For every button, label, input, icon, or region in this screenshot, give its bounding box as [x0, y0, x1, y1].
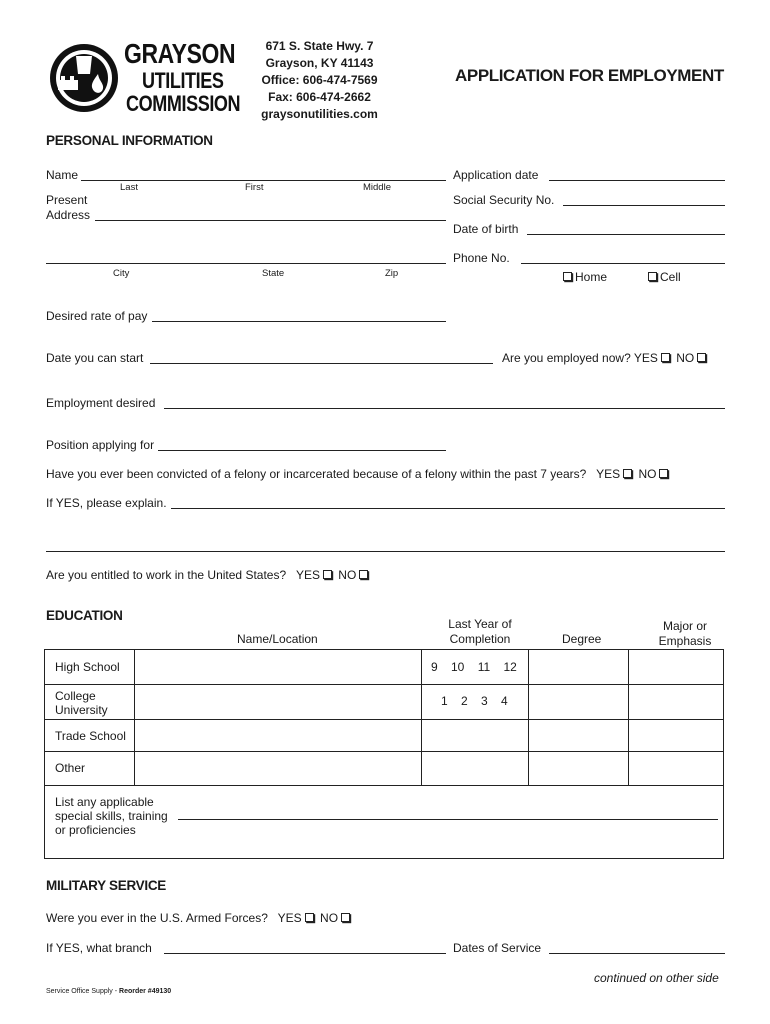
- present-label: Present: [46, 193, 88, 207]
- zip-label: Zip: [385, 268, 399, 279]
- employed-now-label: Are you employed now? YES: [502, 351, 658, 365]
- row-trade-school-label: Trade School: [55, 729, 126, 743]
- fax-number: Fax: 606-474-2662: [268, 90, 371, 104]
- high-school-years[interactable]: 9 10 11 12: [431, 660, 517, 674]
- armed-forces-question: [46, 911, 353, 925]
- phone-field[interactable]: [521, 263, 725, 264]
- felony-question: [46, 467, 671, 481]
- skills-label-line3: or proficiencies: [55, 823, 136, 837]
- address-field[interactable]: [95, 220, 446, 221]
- dob-field[interactable]: [527, 234, 725, 235]
- col-divider: [421, 650, 422, 785]
- start-date-label: Date you can start: [46, 351, 144, 365]
- felony-question-text: Have you ever been convicted of a felony or incarcerated because of a felony within the past 7 years?: [46, 467, 587, 481]
- logo-text-utilities: UTILITIES: [142, 68, 224, 93]
- armed-forces-label: Were you ever in the U.S. Armed Forces?: [46, 911, 268, 925]
- other-name-cell[interactable]: [135, 752, 420, 784]
- reorder-number: Reorder #49130: [119, 988, 172, 995]
- phone-label: Phone No.: [453, 251, 510, 265]
- skills-label-line2: special skills, training: [55, 809, 168, 823]
- trade-school-name-cell[interactable]: [135, 720, 420, 750]
- cell-label: Cell: [660, 270, 681, 284]
- ssn-label: Social Security No.: [453, 193, 555, 207]
- home-label: Home: [575, 270, 608, 284]
- last-name-label: Last: [120, 182, 138, 193]
- skills-label: [55, 795, 168, 837]
- home-phone-option[interactable]: [560, 270, 607, 284]
- employed-now-question: [502, 351, 709, 365]
- employed-yes-checkbox[interactable]: [661, 353, 670, 362]
- col-divider: [628, 650, 629, 785]
- dates-of-service-label: Dates of Service: [453, 941, 542, 955]
- college-label-line2: University: [55, 703, 108, 717]
- desired-pay-label: Desired rate of pay: [46, 309, 148, 323]
- entitled-yes-label: YES: [295, 568, 320, 582]
- supplier-name: Service Office Supply -: [46, 988, 120, 995]
- ssn-field[interactable]: [563, 205, 725, 206]
- dob-label: Date of birth: [453, 222, 519, 236]
- work-entitlement-question: [46, 568, 371, 582]
- explain-field[interactable]: [171, 508, 725, 509]
- row-other-label: Other: [55, 761, 86, 775]
- col-name-location: Name/Location: [237, 632, 318, 646]
- first-name-label: First: [245, 182, 264, 193]
- logo-emblem-icon: [44, 40, 124, 116]
- employed-no-label: NO: [676, 351, 695, 365]
- employed-no-checkbox[interactable]: [697, 353, 706, 362]
- form-title: APPLICATION FOR EMPLOYMENT: [455, 66, 724, 85]
- college-label-line1: College: [55, 689, 96, 703]
- employment-desired-label: Employment desired: [46, 396, 156, 410]
- felony-no-checkbox[interactable]: [659, 469, 668, 478]
- address-line1: 671 S. State Hwy. 7: [265, 39, 374, 53]
- col-major: [640, 619, 730, 649]
- entitled-no-label: NO: [338, 568, 357, 582]
- desired-pay-field[interactable]: [152, 321, 446, 322]
- middle-name-label: Middle: [363, 182, 391, 193]
- education-table: [44, 649, 724, 859]
- city-label: City: [113, 268, 130, 279]
- felony-yes-checkbox[interactable]: [623, 469, 632, 478]
- high-school-name-cell[interactable]: [135, 651, 420, 683]
- col-last-year-line2: Completion: [449, 632, 511, 646]
- col-major-line1: Major or: [662, 619, 707, 633]
- personal-information-heading: PERSONAL INFORMATION: [46, 133, 213, 148]
- website: graysonutilities.com: [261, 107, 378, 121]
- felony-yes-label: YES: [596, 467, 621, 481]
- company-logo: [44, 38, 244, 118]
- logo-text-grayson: GRAYSON: [124, 38, 236, 69]
- address-label: Address: [46, 208, 91, 222]
- row-high-school-label: High School: [55, 660, 120, 674]
- home-checkbox[interactable]: [563, 272, 572, 281]
- col-divider: [528, 650, 529, 785]
- cell-phone-option[interactable]: [645, 270, 681, 284]
- branch-field[interactable]: [164, 953, 446, 954]
- supplier-note: [46, 985, 171, 999]
- cell-checkbox[interactable]: [648, 272, 657, 281]
- start-date-field[interactable]: [150, 363, 493, 364]
- continued-note: continued on other side: [594, 971, 719, 985]
- military-service-heading: MILITARY SERVICE: [46, 878, 166, 893]
- armed-forces-yes-label: YES: [277, 911, 302, 925]
- dates-of-service-field[interactable]: [549, 953, 725, 954]
- row-college-label: [55, 689, 108, 717]
- armed-forces-yes-checkbox[interactable]: [305, 913, 314, 922]
- col-degree: Degree: [562, 632, 602, 646]
- col-last-year-line1: Last Year of: [448, 617, 512, 631]
- college-name-cell[interactable]: [135, 685, 420, 718]
- city-state-zip-field[interactable]: [46, 263, 446, 264]
- entitled-label: Are you entitled to work in the United States?: [46, 568, 287, 582]
- office-phone: Office: 606-474-7569: [261, 73, 378, 87]
- entitled-yes-checkbox[interactable]: [323, 570, 332, 579]
- felony-no-label: NO: [638, 467, 657, 481]
- armed-forces-no-checkbox[interactable]: [341, 913, 350, 922]
- branch-label: If YES, what branch: [46, 941, 152, 955]
- armed-forces-no-label: NO: [320, 911, 339, 925]
- name-label: Name: [46, 168, 79, 182]
- application-date-label: Application date: [453, 168, 539, 182]
- logo-text-commission: COMMISSION: [126, 91, 241, 116]
- explain-field-line2[interactable]: [46, 551, 725, 552]
- entitled-no-checkbox[interactable]: [359, 570, 368, 579]
- state-label: State: [262, 268, 285, 279]
- explain-label: If YES, please explain.: [46, 496, 167, 510]
- row-divider: [45, 785, 723, 786]
- college-years[interactable]: 1 2 3 4: [441, 694, 508, 708]
- col-last-year: [422, 617, 538, 647]
- company-address-block: [252, 38, 387, 123]
- position-label: Position applying for: [46, 438, 155, 452]
- address-line2: Grayson, KY 41143: [265, 56, 374, 70]
- col-major-line2: Emphasis: [658, 634, 712, 648]
- skills-field[interactable]: [178, 819, 718, 820]
- skills-label-line1: List any applicable: [55, 795, 154, 809]
- employment-desired-field[interactable]: [164, 408, 725, 409]
- education-heading: EDUCATION: [46, 608, 123, 623]
- position-field[interactable]: [158, 450, 446, 451]
- application-date-field[interactable]: [549, 180, 725, 181]
